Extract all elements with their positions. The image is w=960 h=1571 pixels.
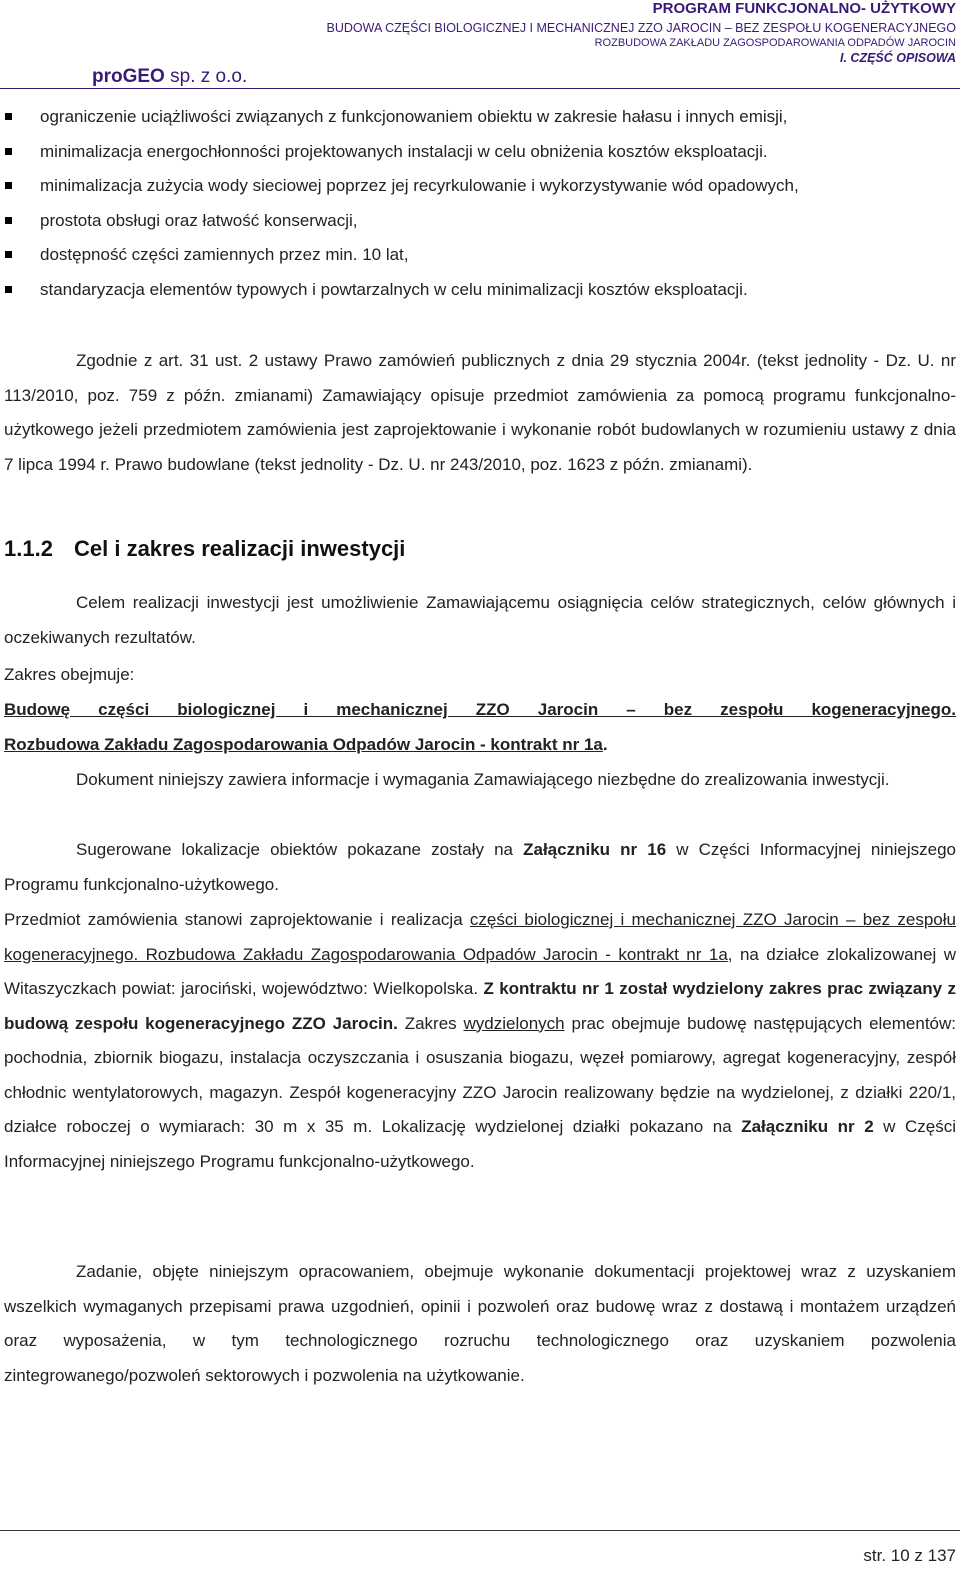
bullet-square-icon (5, 217, 12, 224)
list-item (0, 276, 960, 311)
company-name-bold: proGEO (92, 66, 165, 87)
company-name-suffix: sp. z o.o. (170, 66, 248, 87)
bullet-square-icon (5, 148, 12, 155)
section-title: Cel i zakres realizacji inwestycji (74, 536, 406, 561)
subject-text-e: w Części Informacyjnej niniejszego Programu funkcjonalno-użytkowego. (4, 1117, 956, 1171)
locations-text-a: Sugerowane lokalizacje obiektów pokazane zostały na (76, 840, 524, 859)
paragraph-goal: Celem realizacji inwestycji jest umożliwienie Zamawiającemu osiągnięcia celów strategicznych, celów głównych i oczekiwanych rezultatów. (4, 593, 956, 647)
list-item-text: minimalizacja zużycia wody sieciowej poprzez jej recyrkulowanie i wykorzystywanie wód opadowych, (40, 176, 799, 195)
paragraph-document: Dokument niniejszy zawiera informacje i wymagania Zamawiającego niezbędne do zrealizowania inwestycji. (76, 770, 890, 789)
paragraph-task: Zadanie, objęte niniejszym opracowaniem, obejmuje wykonanie dokumentacji projektowej wraz z uzyskaniem wszelkich wymaganych przepisami prawa uzgodnień, opinii i pozwoleń oraz budowę wraz z dostawą i montażem urządzeń oraz wyposażenia, w tym technologicznego rozruchu technologicznego oraz uzyskaniem pozwolenia zintegrowanego/pozwoleń sektorowych i pozwolenia na użytkowanie. (4, 1262, 956, 1385)
list-item (0, 138, 960, 173)
bullet-square-icon (5, 251, 12, 258)
subject-text-a: Przedmiot zamówienia stanowi zaprojektowanie i realizacja (4, 910, 470, 929)
paragraph-legal-basis: Zgodnie z art. 31 ust. 2 ustawy Prawo zamówień publicznych z dnia 29 stycznia 2004r. (tekst jednolity - Dz. U. nr 113/2010, poz. 759 z późn. zmianami) Zamawiający opisuje przedmiot zamówienia za pomocą programu funkcjonalno-użytkowego jeżeli przedmiotem zamówienia jest zaprojektowanie i wykonanie robót budowlanych w rozumieniu ustawy z dnia 7 lipca 1994 r. Prawo budowlane (tekst jednolity - Dz. U. nr 243/2010, poz. 1623 z późn. zmianami). (4, 351, 956, 474)
list-item (0, 241, 960, 276)
footer-divider (0, 1530, 960, 1531)
scope-label: Zakres obejmuje: (4, 665, 135, 684)
bullet-square-icon (5, 113, 12, 120)
list-item (0, 207, 960, 242)
paragraph-locations (4, 833, 956, 902)
document-part: I. CZĘŚĆ OPISOWA (840, 51, 956, 65)
project-subtitle: ROZBUDOWA ZAKŁADU ZAGOSPODAROWANIA ODPADÓW JAROCIN (594, 37, 956, 49)
attachment-ref-2: Załączniku nr 2 (741, 1117, 874, 1136)
list-item (0, 172, 960, 207)
page-header (0, 0, 960, 90)
section-heading (4, 536, 405, 562)
subject-text-d: prac obejmuje budowę następujących elementów: pochodnia, zbiornik biogazu, instalacja oczyszczania i osuszania biogazu, węzeł pomiarowy, agregat kogeneracyjny, zespół chłodnic wentylatorowych, magazyn. Zespół kogeneracyjny ZZO Jarocin realizowany będzie na wydzielonej, z działki 220/1, działce roboczej o wymiarach: 30 m x 35 m. Lokalizację wydzielonej działki pokazano na (4, 1013, 957, 1136)
scope-item-expansion-text: Rozbudowa Zakładu Zagospodarowania Odpadów Jarocin - kontrakt nr 1a (4, 735, 603, 754)
bullet-square-icon (5, 182, 12, 189)
list-item-text: minimalizacja energochłonności projektowanych instalacji w celu obniżenia kosztów eksploatacji. (40, 141, 768, 161)
subject-text-c: Zakres (397, 1013, 464, 1033)
locations-text-c: w Części Informacyjnej niniejszego Programu funkcjonalno-użytkowego. (4, 840, 956, 894)
list-item-text: dostępność części zamiennych przez min. 10 lat, (40, 245, 409, 264)
header-divider (0, 88, 960, 89)
scope-item-expansion (4, 728, 956, 763)
list-item-text: ograniczenie uciążliwości związanych z funkcjonowaniem obiektu w zakresie hałasu i innych emisji, (40, 107, 788, 126)
document-title: PROGRAM FUNKCJONALNO- UŻYTKOWY (652, 0, 956, 17)
list-item (0, 103, 960, 138)
section-number: 1.1.2 (4, 536, 53, 561)
project-title: BUDOWA CZĘŚCI BIOLOGICZNEJ I MECHANICZNEJ ZZO JAROCIN – BEZ ZESPOŁU KOGENERACYJNEGO (326, 21, 956, 35)
list-item-text: prostota obsługi oraz łatwość konserwacji, (40, 210, 358, 230)
bullet-square-icon (5, 286, 12, 293)
company-name (92, 66, 247, 88)
scope-item-expansion-period: . (602, 735, 608, 754)
requirements-list (0, 103, 960, 310)
list-item-text: standaryzacja elementów typowych i powtarzalnych w celu minimalizacji kosztów eksploatacji. (40, 279, 748, 299)
subject-excluded-scope: Z kontraktu nr 1 został wydzielony zakres prac związany z budową zespołu kogeneracyjnego ZZO Jarocin. (4, 979, 957, 1033)
paragraph-subject (4, 903, 956, 1179)
subject-contract-ref: części biologicznej i mechanicznej ZZO Jarocin – bez zespołu kogeneracyjnego. Rozbudowa Zakładu Zagospodarowania Odpadów Jarocin - kontrakt nr 1a (4, 910, 956, 964)
page-number: str. 10 z 137 (863, 1546, 956, 1565)
scope-item-biological-mechanical: Budowę części biologicznej i mechanicznej ZZO Jarocin – bez zespołu kogeneracyjnego. (4, 700, 956, 719)
subject-text-b: , na działce zlokalizowanej w Witaszyczkach powiat: jarociński, województwo: Wielkopolska. (4, 944, 956, 998)
attachment-ref-16: Załączniku nr 16 (523, 840, 667, 859)
subject-excluded-word: wydzielonych (463, 1013, 565, 1033)
